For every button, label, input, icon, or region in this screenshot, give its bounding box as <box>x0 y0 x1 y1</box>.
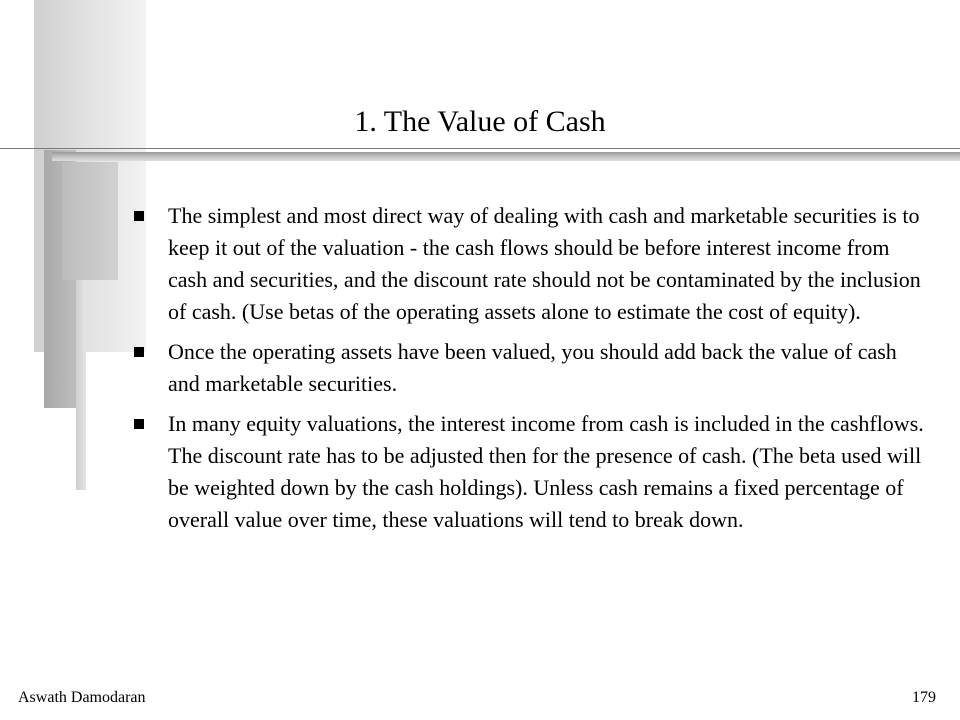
decorative-bar <box>76 280 86 490</box>
bullet-list <box>130 200 930 544</box>
page-number: 179 <box>912 689 936 706</box>
slide-title: 1. The Value of Cash <box>354 105 606 138</box>
footer-author: Aswath Damodaran <box>18 689 146 706</box>
bullet-item <box>130 336 930 400</box>
bullet-text: Once the operating assets have been valued, you should add back the value of cash and marketable securities. <box>168 339 897 396</box>
bullet-text: In many equity valuations, the interest income from cash is included in the cashflows. The discount rate has to be adjusted then for the presence of cash. (The beta used will be weighted down by the cash holdings). Unless cash remains a fixed percentage of overall value over time, these valuations will tend to break down. <box>168 411 924 532</box>
square-bullet-icon <box>134 211 144 221</box>
bullet-item <box>130 408 930 536</box>
title-divider-thick <box>52 152 960 161</box>
bullet-text: The simplest and most direct way of dealing with cash and marketable securities is to keep it out of the valuation - the cash flows should be before interest income from cash and securities, and the discount rate should not be contaminated by the inclusion of cash. (Use betas of the operating assets alone to estimate the cost of equity). <box>168 203 921 324</box>
decorative-bar <box>62 162 118 280</box>
square-bullet-icon <box>134 347 144 357</box>
title-divider-thin <box>0 148 960 149</box>
bullet-item <box>130 200 930 328</box>
square-bullet-icon <box>134 419 144 429</box>
